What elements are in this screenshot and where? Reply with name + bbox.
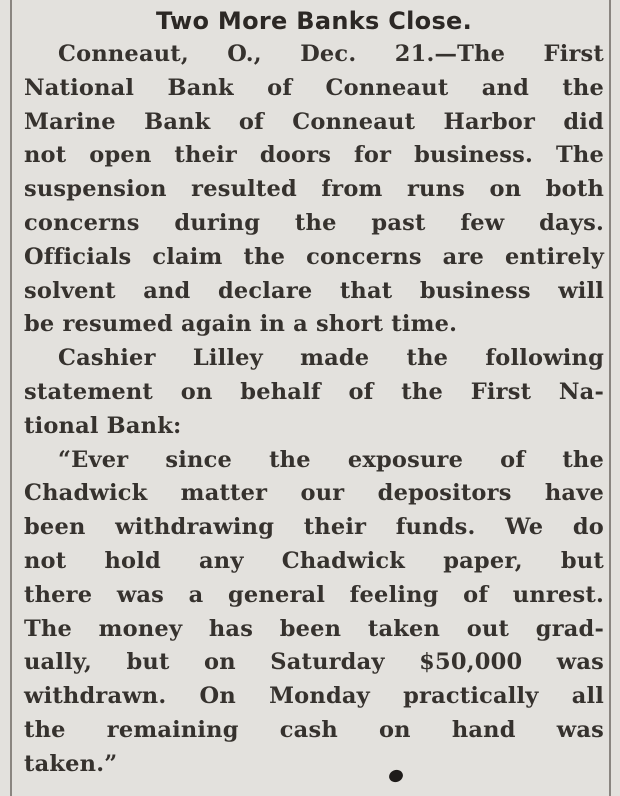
paragraph-dateline <box>24 38 604 342</box>
text-line: solvent and declare that business will <box>24 277 604 304</box>
text-line: the remaining cash on hand was <box>24 716 604 743</box>
text-line: concerns during the past few days. <box>24 209 604 236</box>
paragraph-statement <box>24 444 604 782</box>
text-line: Cashier Lilley made the following <box>58 345 604 372</box>
text-line: Conneaut, O., Dec. 21.—The First <box>58 41 604 67</box>
text-line: be resumed again in a short time. <box>24 311 458 338</box>
text-line: “Ever since the exposure of the <box>58 446 604 473</box>
text-line: tional Bank: <box>24 412 182 439</box>
text-line: suspension resulted from runs on both <box>24 176 604 203</box>
text-line: statement on behalf of the First Na- <box>24 378 604 405</box>
article-column <box>24 0 604 782</box>
text-line: withdrawn. On Monday practically all <box>24 683 604 710</box>
text-line: Chadwick matter our depositors have <box>24 480 604 507</box>
text-line: not open their doors for business. The <box>24 142 604 169</box>
paragraph-cashier <box>24 342 604 443</box>
text-line: there was a general feeling of unrest. <box>24 581 604 608</box>
text-line: The money has been taken out grad- <box>24 615 604 642</box>
text-line: taken.” <box>24 750 118 777</box>
text-line: ually, but on Saturday $50,000 was <box>24 649 604 676</box>
text-line: Marine Bank of Conneaut Harbor did <box>24 108 604 135</box>
column-rule-left <box>10 0 12 796</box>
text-line: Officials claim the concerns are entirely <box>24 243 604 270</box>
text-line: been withdrawing their funds. We do <box>24 514 604 541</box>
column-rule-right <box>609 0 611 796</box>
article-headline: Two More Banks Close. <box>155 7 473 35</box>
text-line: National Bank of Conneaut and the <box>24 74 604 101</box>
text-line: not hold any Chadwick paper, but <box>24 547 604 574</box>
